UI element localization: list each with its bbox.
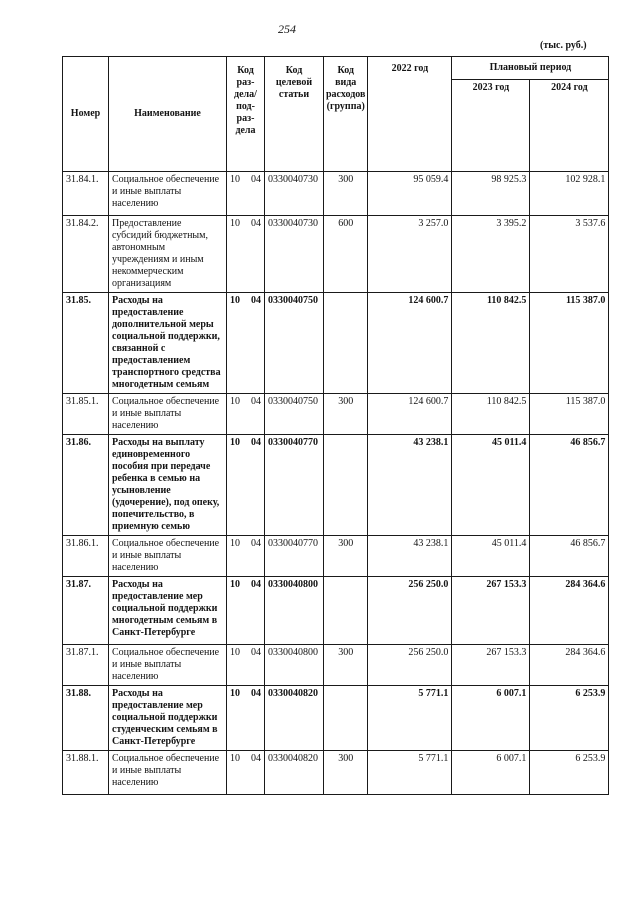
- row-amount-2022: 95 059.4: [368, 172, 452, 216]
- row-kind-code: 300: [324, 645, 368, 686]
- row-target-code: 0330040730: [265, 216, 324, 293]
- row-number: 31.88.1.: [63, 751, 109, 795]
- table-row: [63, 172, 609, 216]
- row-amount-2024: 115 387.0: [530, 293, 609, 394]
- row-amount-2022: 3 257.0: [368, 216, 452, 293]
- row-section: 10: [230, 753, 240, 764]
- row-amount-2024: 6 253.9: [530, 751, 609, 795]
- row-amount-2024: 284 364.6: [530, 645, 609, 686]
- table-row: [63, 536, 609, 577]
- row-number: 31.85.1.: [63, 394, 109, 435]
- row-kind-code: 300: [324, 751, 368, 795]
- header-kind-code: Код вида расходов (группа): [324, 57, 368, 172]
- row-number: 31.87.1.: [63, 645, 109, 686]
- row-section: 10: [230, 647, 240, 658]
- row-target-code: 0330040750: [265, 293, 324, 394]
- row-section: 10: [230, 688, 240, 699]
- row-name: Социальное обеспечение и иные выплаты населению: [109, 394, 227, 435]
- row-section-code: [227, 645, 265, 686]
- row-name: Расходы на выплату единовременного пособия при передаче ребенка в семью на усыновление (удочерение), под опеку, попечительство, в приемную семью: [109, 435, 227, 536]
- row-target-code: 0330040800: [265, 577, 324, 645]
- row-section-code: [227, 293, 265, 394]
- row-amount-2022: 256 250.0: [368, 645, 452, 686]
- row-kind-code: [324, 293, 368, 394]
- row-amount-2024: 284 364.6: [530, 577, 609, 645]
- budget-table: [62, 56, 609, 795]
- row-name: Предоставление субсидий бюджетным, автономным учреждениям и иным некоммерческим организациям: [109, 216, 227, 293]
- row-number: 31.85.: [63, 293, 109, 394]
- row-amount-2023: 98 925.3: [452, 172, 530, 216]
- row-kind-code: 300: [324, 394, 368, 435]
- row-target-code: 0330040730: [265, 172, 324, 216]
- row-target-code: 0330040800: [265, 645, 324, 686]
- row-subsection: 04: [251, 295, 261, 306]
- row-name: Расходы на предоставление дополнительной меры социальной поддержки, связанной с предоставлением транспортного средства многодетным семьям: [109, 293, 227, 394]
- row-subsection: 04: [251, 437, 261, 448]
- row-section: 10: [230, 295, 240, 306]
- row-amount-2022: 124 600.7: [368, 394, 452, 435]
- row-section: 10: [230, 437, 240, 448]
- row-amount-2024: 115 387.0: [530, 394, 609, 435]
- row-subsection: 04: [251, 538, 261, 549]
- row-amount-2024: 46 856.7: [530, 435, 609, 536]
- table-row: [63, 293, 609, 394]
- header-section-code: Код раз-дела/ под-раз-дела: [227, 57, 265, 172]
- row-section-code: [227, 216, 265, 293]
- header-year-2023: 2023 год: [452, 79, 530, 171]
- row-subsection: 04: [251, 688, 261, 699]
- row-name: Социальное обеспечение и иные выплаты населению: [109, 751, 227, 795]
- header-planned-period: Плановый период: [452, 57, 609, 80]
- row-kind-code: 300: [324, 536, 368, 577]
- row-number: 31.86.1.: [63, 536, 109, 577]
- row-amount-2024: 3 537.6: [530, 216, 609, 293]
- row-kind-code: [324, 435, 368, 536]
- row-section-code: [227, 536, 265, 577]
- row-section: 10: [230, 396, 240, 407]
- table-row: [63, 435, 609, 536]
- row-target-code: 0330040750: [265, 394, 324, 435]
- row-target-code: 0330040820: [265, 686, 324, 751]
- header-year-2022: 2022 год: [368, 57, 452, 172]
- row-amount-2023: 6 007.1: [452, 686, 530, 751]
- row-name: Социальное обеспечение и иные выплаты населению: [109, 172, 227, 216]
- row-amount-2023: 110 842.5: [452, 293, 530, 394]
- row-amount-2023: 110 842.5: [452, 394, 530, 435]
- row-kind-code: [324, 577, 368, 645]
- row-target-code: 0330040770: [265, 435, 324, 536]
- units-note: (тыс. руб.): [540, 40, 587, 51]
- page-number: 254: [278, 22, 296, 36]
- row-name: Расходы на предоставление мер социальной поддержки студенческим семьям в Санкт-Петербурге: [109, 686, 227, 751]
- row-number: 31.88.: [63, 686, 109, 751]
- row-subsection: 04: [251, 218, 261, 229]
- row-amount-2023: 6 007.1: [452, 751, 530, 795]
- row-kind-code: [324, 686, 368, 751]
- row-section: 10: [230, 218, 240, 229]
- row-subsection: 04: [251, 647, 261, 658]
- row-amount-2022: 256 250.0: [368, 577, 452, 645]
- table-row: [63, 216, 609, 293]
- row-kind-code: 600: [324, 216, 368, 293]
- row-target-code: 0330040770: [265, 536, 324, 577]
- row-amount-2023: 45 011.4: [452, 536, 530, 577]
- row-amount-2022: 5 771.1: [368, 751, 452, 795]
- row-number: 31.87.: [63, 577, 109, 645]
- row-section: 10: [230, 538, 240, 549]
- table-row: [63, 645, 609, 686]
- table-row: [63, 751, 609, 795]
- row-amount-2024: 6 253.9: [530, 686, 609, 751]
- row-amount-2022: 124 600.7: [368, 293, 452, 394]
- row-amount-2022: 5 771.1: [368, 686, 452, 751]
- table-row: [63, 686, 609, 751]
- row-section-code: [227, 751, 265, 795]
- row-section-code: [227, 394, 265, 435]
- row-number: 31.84.2.: [63, 216, 109, 293]
- row-amount-2024: 102 928.1: [530, 172, 609, 216]
- row-amount-2023: 3 395.2: [452, 216, 530, 293]
- row-amount-2024: 46 856.7: [530, 536, 609, 577]
- row-section-code: [227, 577, 265, 645]
- row-kind-code: 300: [324, 172, 368, 216]
- row-name: Социальное обеспечение и иные выплаты населению: [109, 645, 227, 686]
- row-amount-2022: 43 238.1: [368, 536, 452, 577]
- row-amount-2023: 45 011.4: [452, 435, 530, 536]
- row-subsection: 04: [251, 579, 261, 590]
- table-row: [63, 577, 609, 645]
- row-number: 31.86.: [63, 435, 109, 536]
- row-name: Расходы на предоставление мер социальной поддержки многодетным семьям в Санкт-Петербурге: [109, 577, 227, 645]
- header-target-code: Код целевой статьи: [265, 57, 324, 172]
- header-name: Наименование: [109, 57, 227, 172]
- row-amount-2022: 43 238.1: [368, 435, 452, 536]
- row-target-code: 0330040820: [265, 751, 324, 795]
- row-amount-2023: 267 153.3: [452, 645, 530, 686]
- row-name: Социальное обеспечение и иные выплаты населению: [109, 536, 227, 577]
- row-subsection: 04: [251, 174, 261, 185]
- header-year-2024: 2024 год: [530, 79, 609, 171]
- table-row: [63, 394, 609, 435]
- row-section: 10: [230, 579, 240, 590]
- row-section-code: [227, 435, 265, 536]
- row-subsection: 04: [251, 753, 261, 764]
- row-section-code: [227, 172, 265, 216]
- row-section: 10: [230, 174, 240, 185]
- row-amount-2023: 267 153.3: [452, 577, 530, 645]
- row-subsection: 04: [251, 396, 261, 407]
- row-number: 31.84.1.: [63, 172, 109, 216]
- header-number: Номер: [63, 57, 109, 172]
- row-section-code: [227, 686, 265, 751]
